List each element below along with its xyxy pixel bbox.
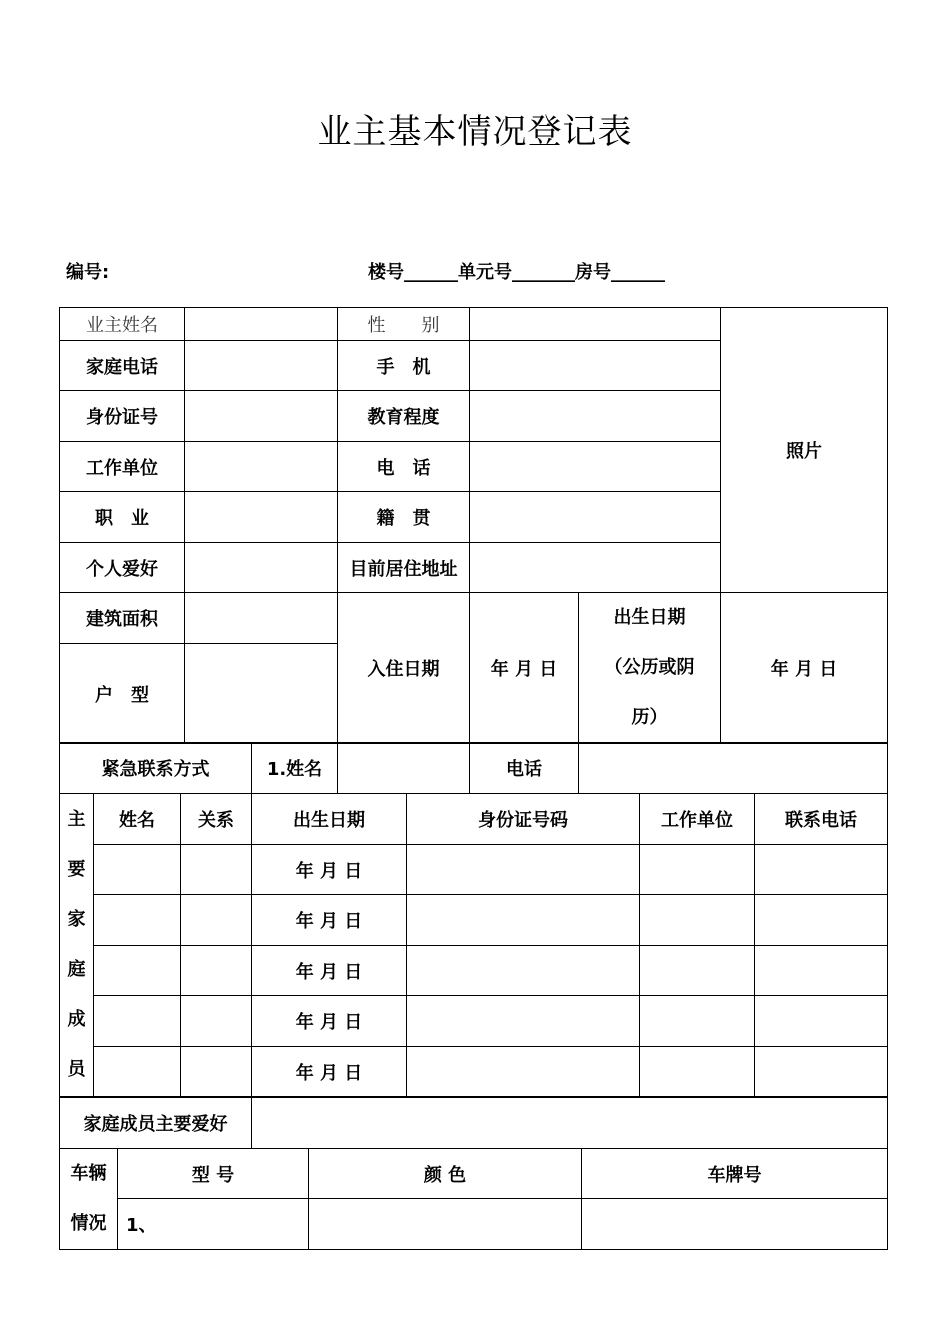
serial-number-label: 编号: — [66, 262, 110, 283]
family-side-char: 成 — [67, 1009, 86, 1030]
family-side-char: 员 — [67, 1059, 86, 1080]
occupation-label: 职 业 — [60, 492, 185, 543]
family-header-id: 身份证号码 — [407, 794, 640, 845]
table-row — [60, 946, 888, 996]
hobby-field[interactable] — [185, 543, 338, 593]
family-birth-field[interactable]: 年 月 日 — [252, 1047, 407, 1097]
table-row — [60, 1047, 888, 1097]
emergency-name-field[interactable] — [338, 743, 470, 794]
emergency-contact-table — [59, 742, 888, 794]
family-work-field[interactable] — [640, 946, 755, 996]
address-field[interactable] — [470, 543, 721, 593]
family-birth-field[interactable]: 年 月 日 — [252, 996, 407, 1047]
birth-date-label — [579, 593, 721, 744]
vehicle-plate-field[interactable] — [582, 1199, 888, 1250]
family-hobby-field[interactable] — [252, 1098, 888, 1149]
table-row — [60, 895, 888, 946]
family-work-field[interactable] — [640, 996, 755, 1047]
vehicle-side-label — [60, 1149, 118, 1250]
family-hobby-label: 家庭成员主要爱好 — [60, 1098, 252, 1149]
family-phone-field[interactable] — [755, 845, 888, 895]
native-place-field[interactable] — [470, 492, 721, 543]
birth-date-label-line1: 出生日期 — [613, 607, 686, 628]
family-hobby-table — [59, 1097, 888, 1149]
floor-area-label: 建筑面积 — [60, 593, 185, 644]
family-name-field[interactable] — [94, 996, 181, 1047]
owner-info-table — [59, 307, 888, 744]
family-header-phone: 联系电话 — [755, 794, 888, 845]
occupation-field[interactable] — [185, 492, 338, 543]
move-in-date-label: 入住日期 — [338, 593, 470, 744]
home-phone-field[interactable] — [185, 341, 338, 391]
family-phone-field[interactable] — [755, 996, 888, 1047]
vehicle-header-model: 型 号 — [118, 1149, 309, 1199]
emergency-name-label: 1.姓名 — [252, 743, 338, 794]
family-side-label — [60, 794, 94, 1097]
family-relation-field[interactable] — [181, 1047, 252, 1097]
photo-box[interactable]: 照片 — [721, 308, 888, 593]
work-unit-field[interactable] — [185, 442, 338, 492]
vehicle-label-line1: 车辆 — [70, 1163, 107, 1184]
table-row — [60, 1199, 888, 1250]
emergency-phone-label: 电话 — [470, 743, 579, 794]
native-place-label: 籍 贯 — [338, 492, 470, 543]
family-relation-field[interactable] — [181, 946, 252, 996]
family-birth-field[interactable]: 年 月 日 — [252, 845, 407, 895]
family-header-birth: 出生日期 — [252, 794, 407, 845]
table-row — [60, 996, 888, 1047]
family-side-char: 主 — [67, 809, 86, 830]
birth-date-label-line2: （公历或阴 — [604, 657, 695, 678]
family-phone-field[interactable] — [755, 1047, 888, 1097]
owner-name-field[interactable] — [185, 308, 338, 341]
family-side-char: 庭 — [67, 959, 86, 980]
address-label: 目前居住地址 — [338, 543, 470, 593]
vehicle-header-color: 颜 色 — [309, 1149, 582, 1199]
family-id-field[interactable] — [407, 996, 640, 1047]
family-members-table — [59, 793, 888, 1097]
birth-date-label-line3: 历） — [631, 707, 668, 728]
family-name-field[interactable] — [94, 895, 181, 946]
id-number-field[interactable] — [185, 391, 338, 442]
emergency-phone-field[interactable] — [579, 743, 888, 794]
phone-label: 电 话 — [338, 442, 470, 492]
family-name-field[interactable] — [94, 845, 181, 895]
family-birth-field[interactable]: 年 月 日 — [252, 946, 407, 996]
family-work-field[interactable] — [640, 895, 755, 946]
mobile-field[interactable] — [470, 341, 721, 391]
page-title: 业主基本情况登记表 — [317, 112, 633, 152]
home-phone-label: 家庭电话 — [60, 341, 185, 391]
education-label: 教育程度 — [338, 391, 470, 442]
work-unit-label: 工作单位 — [60, 442, 185, 492]
table-row — [60, 845, 888, 895]
gender-label: 性 别 — [338, 308, 470, 341]
family-side-char: 家 — [67, 909, 86, 930]
mobile-label: 手 机 — [338, 341, 470, 391]
family-header-relation: 关系 — [181, 794, 252, 845]
owner-name-label: 业主姓名 — [60, 308, 185, 341]
id-number-label: 身份证号 — [60, 391, 185, 442]
floor-area-field[interactable] — [185, 593, 338, 644]
family-header-work: 工作单位 — [640, 794, 755, 845]
family-work-field[interactable] — [640, 845, 755, 895]
family-name-field[interactable] — [94, 1047, 181, 1097]
move-in-date-field[interactable]: 年 月 日 — [470, 593, 579, 744]
family-relation-field[interactable] — [181, 895, 252, 946]
education-field[interactable] — [470, 391, 721, 442]
family-id-field[interactable] — [407, 845, 640, 895]
family-work-field[interactable] — [640, 1047, 755, 1097]
emergency-contact-label: 紧急联系方式 — [60, 743, 252, 794]
family-id-field[interactable] — [407, 1047, 640, 1097]
vehicle-header-plate: 车牌号 — [582, 1149, 888, 1199]
house-type-label: 户 型 — [60, 644, 185, 744]
gender-field[interactable] — [470, 308, 721, 341]
phone-field[interactable] — [470, 442, 721, 492]
family-relation-field[interactable] — [181, 845, 252, 895]
building-unit-room-line: 楼号______单元号_______房号______ — [368, 262, 665, 283]
vehicle-model-field[interactable]: 1、 — [118, 1199, 309, 1250]
house-type-field[interactable] — [185, 644, 338, 744]
family-id-field[interactable] — [407, 946, 640, 996]
family-phone-field[interactable] — [755, 946, 888, 996]
family-side-char: 要 — [67, 859, 86, 880]
vehicle-table — [59, 1148, 888, 1250]
family-birth-field[interactable]: 年 月 日 — [252, 895, 407, 946]
birth-date-field[interactable]: 年 月 日 — [721, 593, 888, 744]
vehicle-color-field[interactable] — [309, 1199, 582, 1250]
hobby-label: 个人爱好 — [60, 543, 185, 593]
family-id-field[interactable] — [407, 895, 640, 946]
family-phone-field[interactable] — [755, 895, 888, 946]
family-header-name: 姓名 — [94, 794, 181, 845]
family-name-field[interactable] — [94, 946, 181, 996]
vehicle-label-line2: 情况 — [70, 1213, 107, 1234]
family-relation-field[interactable] — [181, 996, 252, 1047]
